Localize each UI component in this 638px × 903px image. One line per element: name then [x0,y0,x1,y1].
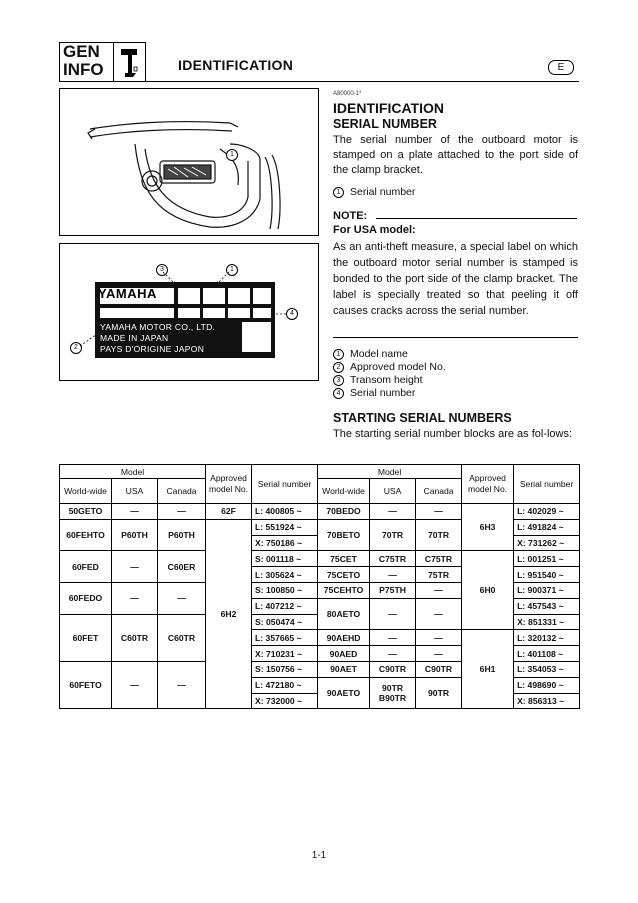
legend-text: Transom height [350,374,423,386]
section-subheading: SERIAL NUMBER [333,117,437,131]
legend-text: Approved model No. [350,361,446,373]
cell-serial: L: 001251 ~ [514,551,580,567]
cell-serial: X: 856313 ~ [514,693,580,709]
language-badge: E [548,60,574,75]
cell-usa: — [112,551,158,583]
cell-serial: S: 150756 ~ [252,661,318,677]
cell-usa: — [370,646,416,662]
cell-serial: L: 407212 ~ [252,598,318,614]
header-approved-right: Approved model No. [462,465,514,504]
header-usa-right: USA [370,479,416,504]
cell-serial: L: 498690 ~ [514,677,580,693]
cell-canada: — [158,582,206,614]
note-title: For USA model: [333,224,416,236]
cell-usa: 70TR [370,519,416,551]
cell-serial: S: 001118 ~ [252,551,318,567]
cell-canada: — [158,661,206,708]
legend-number: 3 [333,375,344,386]
table-row [60,551,580,567]
outboard-motor-icon-box [113,42,146,82]
serial-number-table [59,464,580,709]
cell-canada: 75TR [416,567,462,583]
cell-canada: — [416,598,462,630]
cell-serial: L: 400805 ~ [252,504,318,520]
cell-canada: P60TH [158,519,206,551]
callout-1: 1 [226,264,238,276]
cell-ww: 70BEDO [318,504,370,520]
section-label-info: INFO [63,60,104,79]
cell-serial: L: 354053 ~ [514,661,580,677]
cell-ww: 60FET [60,614,112,661]
legend-number: 2 [333,362,344,373]
starting-intro: The starting serial number blocks are as fol-lows: [333,428,573,440]
cell-usa: C60TR [112,614,158,661]
legend-text: Serial number [350,387,416,399]
serial-label-figure [59,243,319,381]
cell-serial: L: 491824 ~ [514,519,580,535]
cell-usa: — [370,598,416,630]
cell-approved: 62F [206,504,252,520]
cell-ww: 75CET [318,551,370,567]
page-title: IDENTIFICATION [178,57,294,73]
fig2-legend-item [333,374,578,387]
cell-serial: L: 401108 ~ [514,646,580,662]
cell-ww: 90AET [318,661,370,677]
cell-canada: — [416,504,462,520]
header-model-left: Model [60,465,206,479]
cell-ww: 80AETO [318,598,370,630]
section-box [59,42,114,82]
cell-serial: L: 402029 ~ [514,504,580,520]
header-worldwide-left: World-wide [60,479,112,504]
cell-usa: — [370,504,416,520]
cell-serial: S: 050474 ~ [252,614,318,630]
callout-1: 1 [226,149,238,161]
callout-2: 2 [70,342,82,354]
cell-serial: L: 472180 ~ [252,677,318,693]
note-label: NOTE: [333,210,368,222]
cell-serial: L: 900371 ~ [514,582,580,598]
cell-canada: 70TR [416,519,462,551]
cell-canada: — [416,646,462,662]
cell-ww: 50GETO [60,504,112,520]
cell-serial: L: 551924 ~ [252,519,318,535]
legend-number: 4 [333,388,344,399]
header-serial-left: Serial number [252,465,318,504]
cell-ww: 75CEHTO [318,582,370,598]
note-end-divider [333,337,578,338]
section-heading: IDENTIFICATION [333,100,444,116]
plate-origin: PAYS D'ORIGINE JAPON [100,344,205,354]
section-label-gen: GEN [63,42,100,61]
fig2-legend-item [333,348,578,361]
note-divider [376,218,577,219]
cell-ww: 70BETO [318,519,370,551]
cell-approved: 6H1 [462,630,514,709]
legend-number: 1 [333,349,344,360]
cell-serial: L: 320132 ~ [514,630,580,646]
plate-made-in: MADE IN JAPAN [100,333,169,343]
cell-usa: — [112,661,158,708]
header-divider [59,81,579,82]
legend-text: Serial number [350,186,416,198]
cell-ww: 60FEDO [60,582,112,614]
header-serial-right: Serial number [514,465,580,504]
cell-usa: C90TR [370,661,416,677]
cell-serial: X: 732000 ~ [252,693,318,709]
outboard-motor-icon [113,43,145,81]
cell-ww: 90AETO [318,677,370,709]
cell-usa: — [370,630,416,646]
cell-serial: X: 750186 ~ [252,535,318,551]
legend-text: Model name [350,348,408,360]
fig2-legend-item [333,387,578,400]
header-canada-right: Canada [416,479,462,504]
fig1-legend-item [333,186,578,199]
legend-number: 1 [333,187,344,198]
header-worldwide-right: World-wide [318,479,370,504]
fig2-legend-item [333,361,578,374]
cell-canada: C60ER [158,551,206,583]
callout-3: 3 [156,264,168,276]
cell-serial: L: 951540 ~ [514,567,580,583]
note-body: As an anti-theft measure, a special label on which the outboard motor serial number is stamped is bonded to the port side of the clamp bracket. The label is specially treated so that peeling it off causes cracks across the serial number. [333,241,578,317]
header-model-right: Model [318,465,462,479]
doc-code: A80000-1* [333,91,362,97]
header-usa-left: USA [112,479,158,504]
plate-brand: YAMAHA [98,286,157,301]
cell-usa: — [112,504,158,520]
cell-approved: 6H0 [462,551,514,630]
cell-usa: 90TR B90TR [370,677,416,709]
cell-ww: 75CETO [318,567,370,583]
cell-usa: P60TH [112,519,158,551]
cell-usa: C75TR [370,551,416,567]
fig2-legend [333,348,578,400]
plate-maker: YAMAHA MOTOR CO., LTD. [100,322,216,332]
cell-serial: X: 710231 ~ [252,646,318,662]
cell-canada: 90TR [416,677,462,709]
cell-approved: 6H3 [462,504,514,551]
cell-canada: C75TR [416,551,462,567]
cell-usa: — [112,582,158,614]
cell-canada: C90TR [416,661,462,677]
cell-canada: C60TR [158,614,206,661]
table-row [60,504,580,520]
cell-canada: — [158,504,206,520]
cell-ww: 60FED [60,551,112,583]
cell-serial: X: 731262 ~ [514,535,580,551]
cell-ww: 90AED [318,646,370,662]
intro-paragraph: The serial number of the outboard motor is stamped on a plate attached to the port side of the clamp bracket. [333,134,578,176]
cell-ww: 60FETO [60,661,112,708]
cell-canada: — [416,582,462,598]
cell-serial: L: 357665 ~ [252,630,318,646]
cell-ww: 90AEHD [318,630,370,646]
callout-4: 4 [286,308,298,320]
cell-ww: 60FEHTO [60,519,112,551]
cell-usa: — [370,567,416,583]
cell-serial: L: 457543 ~ [514,598,580,614]
cell-canada: — [416,630,462,646]
cell-serial: X: 851331 ~ [514,614,580,630]
cell-usa: P75TH [370,582,416,598]
cell-serial: S: 100850 ~ [252,582,318,598]
clamp-bracket-drawing [60,89,318,235]
serial-plate-drawing [60,244,318,380]
page-number: 1-1 [311,850,327,861]
cell-serial: L: 305624 ~ [252,567,318,583]
starting-heading: STARTING SERIAL NUMBERS [333,411,512,425]
header-approved-left: Approved model No. [206,465,252,504]
cell-approved: 6H2 [206,519,252,709]
header-canada-left: Canada [158,479,206,504]
clamp-bracket-figure [59,88,319,236]
